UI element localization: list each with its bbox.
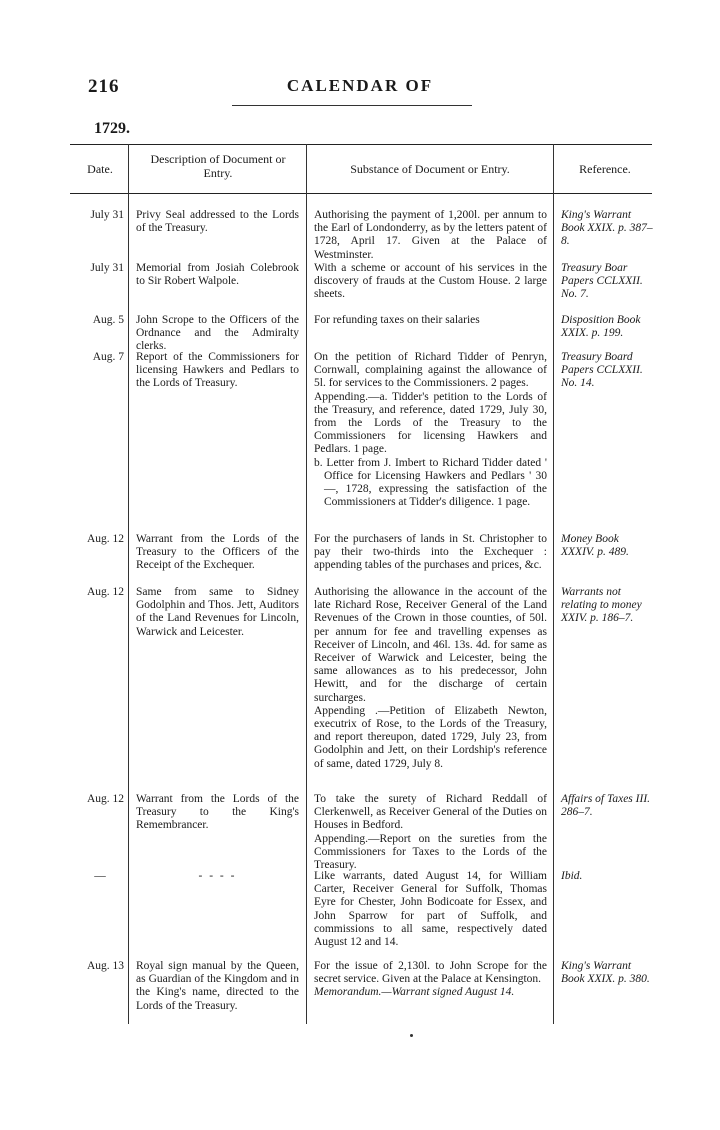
column-divider bbox=[128, 144, 129, 1024]
entry-description: Same from same to Sidney Godolphin and Thos. Jett, Auditors of the Land Revenues for Lincoln, Warwick and Leicester. bbox=[136, 586, 299, 638]
entry-date: — bbox=[94, 870, 106, 882]
title-rule bbox=[232, 105, 472, 106]
entry-reference: King's Warrant Book XXIX. p. 380. bbox=[561, 960, 650, 986]
entry-substance bbox=[314, 262, 547, 302]
entry-date: Aug. 12 bbox=[86, 793, 124, 805]
entry-date: July 31 bbox=[90, 262, 124, 274]
entry-description: - - - - bbox=[198, 870, 237, 882]
entry-reference: Treasury Boar Papers CCLXXII. No. 7. bbox=[561, 262, 643, 301]
substance-paragraph: Memorandum.—Warrant signed August 14. bbox=[314, 986, 515, 999]
entry-reference: Ibid. bbox=[561, 870, 583, 882]
entry-reference: Disposition Book XXIX. p. 199. bbox=[561, 314, 641, 340]
substance-paragraph: Authorising the allowance in the account of the late Richard Rose, Receiver General of the Land Revenues of the Crown in those counties, of 50l. per annum for fee and travelling expenses as Receiver of Lincoln, and 46l. 13s. 4d. for same as Receiver of Warwick and Leicester, being the same allowances as to his predecessor, John Hewitt, and for the discharge of certain surcharges. bbox=[314, 586, 547, 704]
column-header-substance: Substance of Document or Entry. bbox=[350, 162, 510, 176]
table-header-rule bbox=[70, 193, 652, 194]
page-mark bbox=[410, 1034, 413, 1037]
column-header-date: Date. bbox=[87, 162, 113, 176]
entry-substance bbox=[314, 870, 547, 949]
page-title: CALENDAR OF bbox=[286, 76, 434, 95]
entry-substance bbox=[314, 960, 547, 1000]
column-header-reference: Reference. bbox=[579, 162, 631, 176]
entry-date: Aug. 12 bbox=[86, 533, 124, 545]
substance-paragraph: Like warrants, dated August 14, for William Carter, Receiver General for Suffolk, Thomas Eyre for Chester, John Bodicoate for Essex, and John Sparrow for part of Suffolk, and commissions to all same, respectively dated August 12 and 14. bbox=[314, 870, 547, 949]
year-heading: 1729. bbox=[94, 120, 130, 137]
entry-substance bbox=[314, 793, 547, 872]
substance-paragraph: Authorising the payment of 1,200l. per annum to the Earl of Londonderry, as by the letters patent of 1728, April 17. Given at the Palace of Westminster. bbox=[314, 209, 547, 261]
entry-date: Aug. 5 bbox=[92, 314, 124, 326]
entry-date: Aug. 13 bbox=[86, 960, 124, 972]
entry-date: Aug. 12 bbox=[86, 586, 124, 598]
column-divider bbox=[553, 144, 554, 1024]
entry-description: Privy Seal addressed to the Lords of the Treasury. bbox=[136, 209, 299, 235]
entry-reference: Money Book XXXIV. p. 489. bbox=[561, 533, 629, 559]
entry-substance bbox=[314, 314, 547, 327]
substance-paragraph: For the issue of 2,130l. to John Scrope for the secret service. Given at the Palace at Kensington. bbox=[314, 960, 547, 986]
table-top-rule bbox=[70, 144, 652, 145]
page-number: 216 bbox=[88, 76, 120, 97]
substance-paragraph: With a scheme or account of his services in the discovery of frauds at the Custom House. 2 large sheets. bbox=[314, 262, 547, 301]
substance-paragraph: b. Letter from J. Imbert to Richard Tidder dated ' Office for Licensing Hawkers and Pedlars ' 30 —, 1728, expressing the satisfaction of the Commissioners at Tidder's diligence. 1 page. bbox=[314, 456, 547, 509]
entry-description: Royal sign manual by the Queen, as Guardian of the Kingdom and in the King's name, directed to the Lords of the Treasury. bbox=[136, 960, 299, 1012]
entry-reference: Affairs of Taxes III. 286–7. bbox=[561, 793, 651, 819]
entry-substance bbox=[314, 586, 547, 771]
entry-substance bbox=[314, 351, 547, 509]
substance-paragraph: For the purchasers of lands in St. Christopher to pay their two-thirds into the Exchequer : appending tables of the purchases and prices, &c. bbox=[314, 533, 547, 572]
substance-paragraph: Appending .—Petition of Elizabeth Newton, executrix of Rose, to the Lords of the Treasury, and report thereupon, dated 1729, July 23, from Godolphin and Jett, on their Lordship's reference of same, dated 1729, July 8. bbox=[314, 704, 547, 770]
entry-substance bbox=[314, 209, 547, 262]
substance-paragraph: To take the surety of Richard Reddall of Clerkenwell, as Receiver General of the Duties on Houses in Bedford. bbox=[314, 793, 547, 832]
entry-description: Warrant from the Lords of the Treasury to the Officers of the Receipt of the Exchequer. bbox=[136, 533, 299, 572]
substance-paragraph: For refunding taxes on their salaries bbox=[314, 314, 480, 326]
column-header-description: Description of Document or Entry. bbox=[150, 152, 286, 180]
entry-description: Memorial from Josiah Colebrook to Sir Robert Walpole. bbox=[136, 262, 299, 288]
entry-reference: Warrants not relating to money XXIV. p. 186–7. bbox=[561, 586, 642, 625]
substance-paragraph: Appending.—a. Tidder's petition to the Lords of the Treasury, and reference, dated 1729, July 30, from the Lords of the Treasury to the Commissioners for licensing Hawkers and Pedlars. 1 page. bbox=[314, 390, 547, 456]
column-divider bbox=[306, 144, 307, 1024]
entry-substance bbox=[314, 533, 547, 573]
entry-reference: Treasury Board Papers CCLXXII. No. 14. bbox=[561, 351, 643, 390]
entry-reference: King's Warrant Book XXIX. p. 387–8. bbox=[561, 209, 653, 248]
substance-paragraph: Appending.—Report on the sureties from the Commissioners for Taxes to the Lords of the Treasury. bbox=[314, 832, 547, 872]
entry-description: Report of the Commissioners for licensing Hawkers and Pedlars to the Lords of Treasury. bbox=[136, 351, 299, 390]
entry-description: John Scrope to the Officers of the Ordnance and the Admiralty clerks. bbox=[136, 314, 299, 353]
entry-date: Aug. 7 bbox=[92, 351, 124, 363]
entry-date: July 31 bbox=[90, 209, 124, 221]
substance-paragraph: On the petition of Richard Tidder of Penryn, Cornwall, complaining against the allowance of 5l. for services to the Commissioners. 2 pages. bbox=[314, 351, 547, 390]
entry-description: Warrant from the Lords of the Treasury to the King's Remembrancer. bbox=[136, 793, 299, 832]
